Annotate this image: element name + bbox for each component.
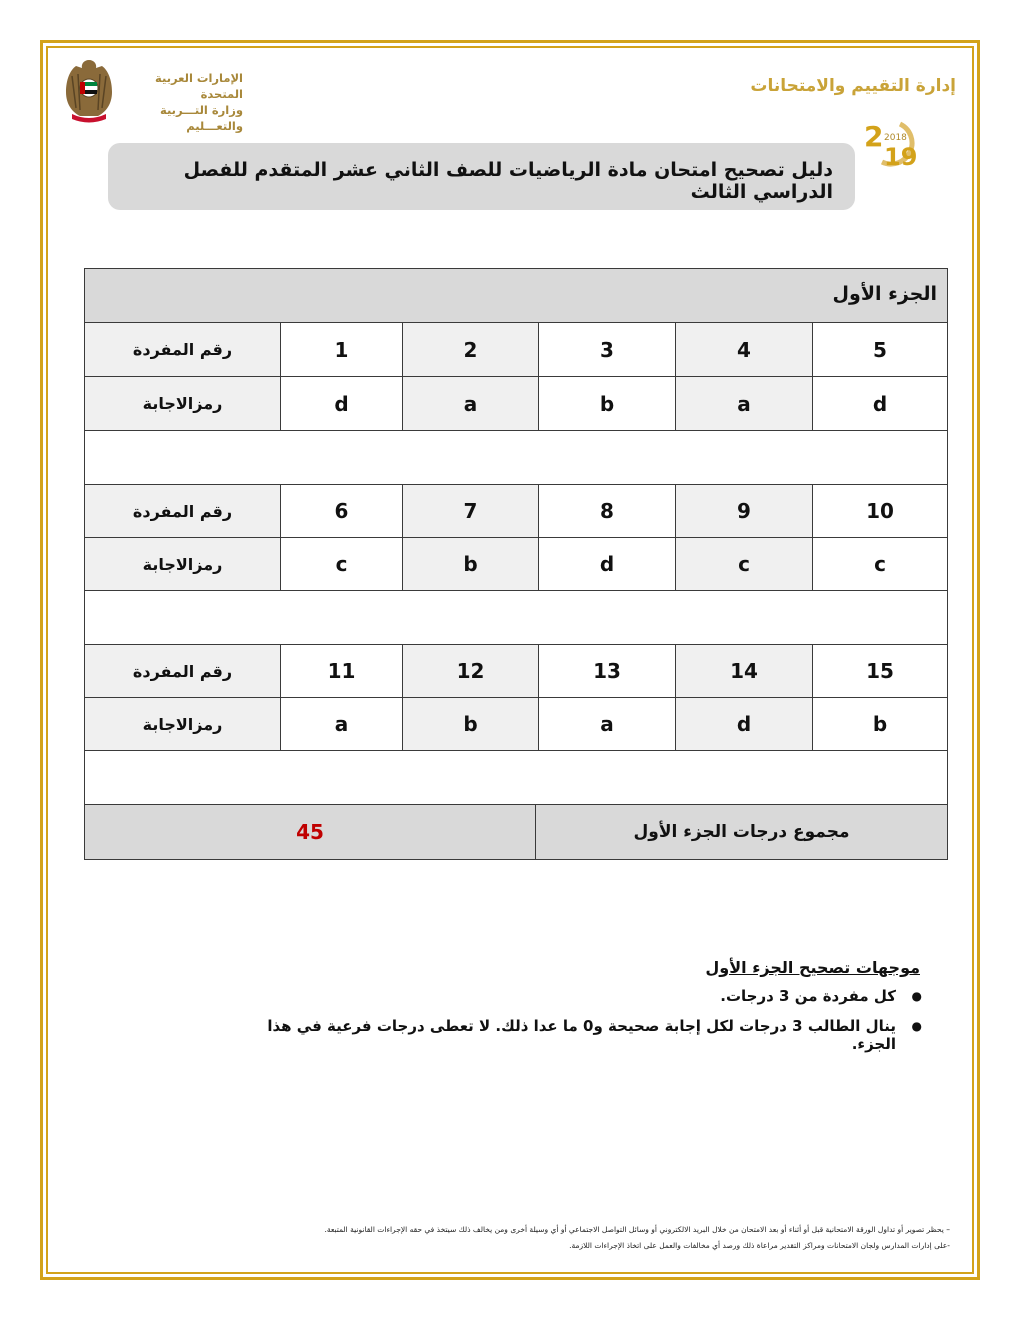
item-number: 9 [675, 484, 813, 538]
uae-falcon-emblem-icon [62, 58, 116, 126]
guidance-bullet: ● ينال الطالب 3 درجات لكل إجابة صحيحة و0 ما عدا ذلك. لا تعطى درجات فرعية في هذا الجزء. [220, 1017, 896, 1053]
item-number: 8 [538, 484, 676, 538]
spacer-row [84, 590, 948, 645]
item-number: 6 [280, 484, 403, 538]
answer-code: b [812, 697, 948, 751]
section-header-row [84, 268, 948, 323]
svg-text:2018: 2018 [884, 133, 907, 143]
item-number: 12 [402, 644, 539, 698]
item-number-row [84, 644, 948, 698]
guidance-bullet: ● كل مفردة من 3 درجات. [220, 987, 896, 1005]
department-name: إدارة التقييم والامتحانات [750, 76, 956, 96]
guidance-title: موجهات تصحيح الجزء الأول [705, 958, 920, 977]
item-number: 11 [280, 644, 403, 698]
item-number: 1 [280, 322, 403, 377]
spacer-row [84, 430, 948, 485]
footer-line2: -على إدارات المدارس ولجان الامتحانات ومراكز التقدير مراعاة ذلك ورصد أي مخالفات والعمل على اتخاذ الإجراءات اللازمة. [569, 1241, 950, 1250]
answer-code: b [402, 537, 539, 591]
answer-code: a [280, 697, 403, 751]
answer-code: a [675, 376, 813, 431]
item-number-label: رقم المفردة [84, 322, 281, 377]
ministry-line2: وزارة التـــربية والتعـــليم [159, 103, 243, 133]
answer-code: c [675, 537, 813, 591]
item-number: 7 [402, 484, 539, 538]
answer-code: d [280, 376, 403, 431]
item-number: 4 [675, 322, 813, 377]
answer-row [84, 376, 948, 431]
answer-code: d [812, 376, 948, 431]
answer-label: رمزالاجابة [84, 537, 281, 591]
answer-row [84, 537, 948, 591]
item-number-row [84, 484, 948, 538]
answer-label: رمزالاجابة [84, 697, 281, 751]
ministry-line1: الإمارات العربية المتحدة [155, 71, 243, 101]
item-number: 13 [538, 644, 676, 698]
svg-text:2: 2 [864, 120, 884, 153]
answer-code: a [538, 697, 676, 751]
section-title: الجزء الأول [832, 283, 937, 305]
item-number: 5 [812, 322, 948, 377]
answer-row [84, 697, 948, 751]
svg-text:19: 19 [884, 143, 918, 168]
total-row [84, 804, 948, 860]
item-number: 14 [675, 644, 813, 698]
answer-label: رمزالاجابة [84, 376, 281, 431]
document-title: دليل تصحيح امتحان مادة الرياضيات للصف الثاني عشر المتقدم للفصل الدراسي الثالث [183, 159, 833, 203]
total-label: مجموع درجات الجزء الأول [535, 804, 948, 860]
answer-code: d [538, 537, 676, 591]
answer-code: d [675, 697, 813, 751]
grading-guidance [220, 958, 920, 1065]
document-title-banner [108, 143, 855, 210]
footer-notice [230, 1222, 950, 1254]
total-score: 45 [84, 804, 536, 860]
answer-code: b [402, 697, 539, 751]
answer-code: c [280, 537, 403, 591]
item-number-label: رقم المفردة [84, 644, 281, 698]
item-number: 3 [538, 322, 676, 377]
item-number-label: رقم المفردة [84, 484, 281, 538]
footer-line1: – يحظر تصوير أو تداول الورقة الامتحانية قبل أو أثناء أو بعد الامتحان من خلال البريد الالكتروني أو وسائل التواصل الاجتماعي أو أي وسيلة أخرى ومن يخالف ذلك سيتخذ في حقه الإجراءات القانونية المتبعة. [324, 1225, 950, 1234]
answer-code: c [812, 537, 948, 591]
year-2018-2019-logo-icon [862, 118, 922, 168]
answer-code: a [402, 376, 539, 431]
item-number: 2 [402, 322, 539, 377]
spacer-row [84, 750, 948, 805]
item-number: 10 [812, 484, 948, 538]
item-number: 15 [812, 644, 948, 698]
guidance-list [220, 987, 920, 1053]
ministry-name [118, 70, 243, 134]
item-number-row [84, 322, 948, 377]
answer-code: b [538, 376, 676, 431]
